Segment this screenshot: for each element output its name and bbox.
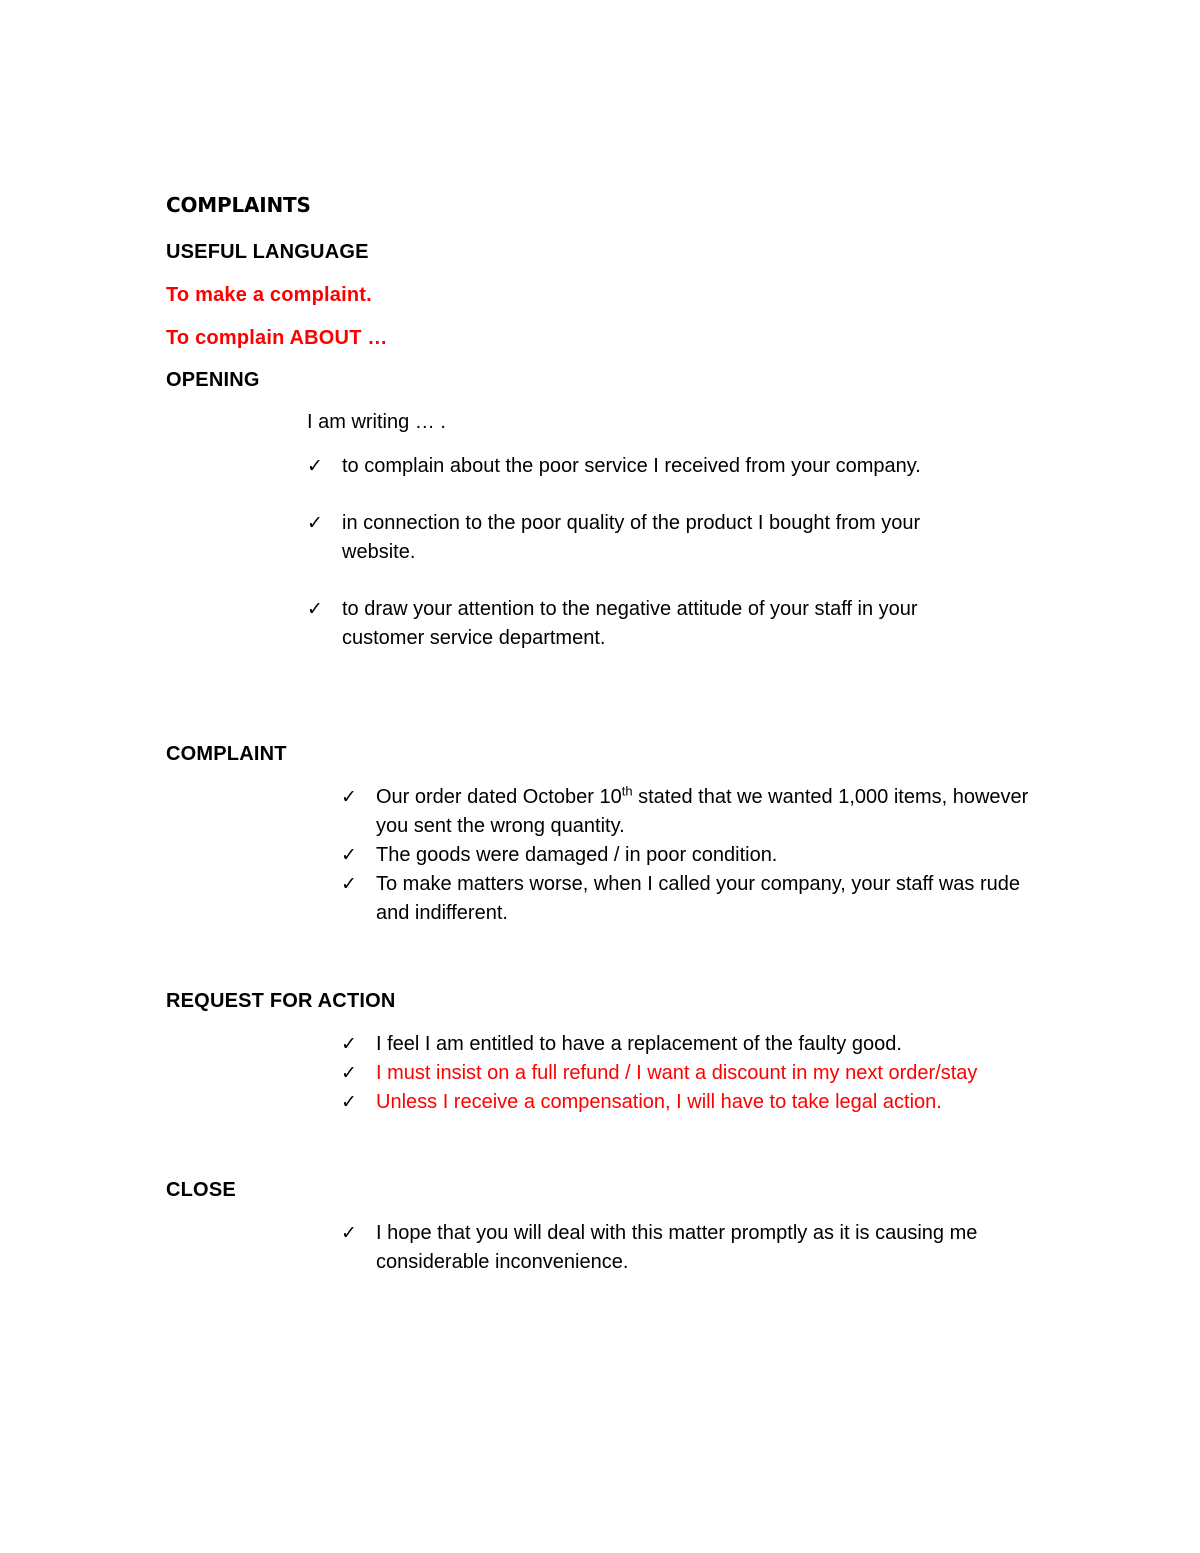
checkmark-icon: ✓ [341, 1091, 357, 1113]
order-quantity-text: stated that we wanted 1,000 items, however you sent the wrong quantity. [376, 786, 1029, 837]
opening-heading: OPENING [166, 369, 260, 391]
checkmark-icon: ✓ [341, 1033, 357, 1055]
opening-intro: I am writing … . [307, 411, 446, 433]
list-item [341, 783, 1041, 841]
list-item-text: I must insist on a full refund / I want a discount in my next order/stay [376, 1062, 978, 1084]
checkmark-icon: ✓ [341, 873, 357, 895]
list-item-text: to draw your attention to the negative attitude of your staff in your customer service department. [342, 598, 918, 649]
list-item-text: to complain about the poor service I received from your company. [342, 455, 921, 477]
checkmark-icon: ✓ [341, 844, 357, 866]
list-item-text: The goods were damaged / in poor condition. [376, 844, 778, 866]
list-item-text: in connection to the poor quality of the product I bought from your website. [342, 512, 921, 563]
complain-about-line: To complain ABOUT … [166, 327, 388, 349]
list-item [307, 509, 987, 567]
checkmark-icon: ✓ [307, 455, 323, 477]
list-item [307, 452, 987, 481]
make-complaint-line: To make a complaint. [166, 284, 372, 306]
checkmark-icon: ✓ [341, 1062, 357, 1084]
close-list [341, 1219, 1021, 1277]
list-item [341, 1030, 1041, 1059]
ordinal-suffix: th [621, 783, 633, 799]
checkmark-icon: ✓ [341, 786, 357, 808]
document-title: COMPLAINTS [166, 193, 311, 217]
checkmark-icon: ✓ [307, 512, 323, 534]
checkmark-icon: ✓ [307, 598, 323, 620]
list-item [341, 1059, 1041, 1088]
list-item-text: To make matters worse, when I called your company, your staff was rude and indifferent. [376, 873, 1020, 924]
opening-list [307, 452, 987, 681]
close-heading: CLOSE [166, 1179, 236, 1201]
checkmark-icon: ✓ [341, 1222, 357, 1244]
list-item [307, 595, 987, 653]
request-list [341, 1030, 1041, 1117]
list-item-text: I hope that you will deal with this matter promptly as it is causing me considerable inconvenience. [376, 1222, 978, 1273]
complaint-list [341, 783, 1041, 928]
order-date-text: Our order dated October 10 [376, 786, 622, 808]
list-item [341, 841, 1041, 870]
list-item [341, 1219, 1021, 1277]
list-item-text: Unless I receive a compensation, I will have to take legal action. [376, 1091, 942, 1113]
useful-language-heading: USEFUL LANGUAGE [166, 241, 369, 263]
complaint-heading: COMPLAINT [166, 743, 287, 765]
list-item-text: I feel I am entitled to have a replacement of the faulty good. [376, 1033, 902, 1055]
list-item [341, 870, 1041, 928]
request-for-action-heading: REQUEST FOR ACTION [166, 990, 396, 1012]
list-item [341, 1088, 1041, 1117]
